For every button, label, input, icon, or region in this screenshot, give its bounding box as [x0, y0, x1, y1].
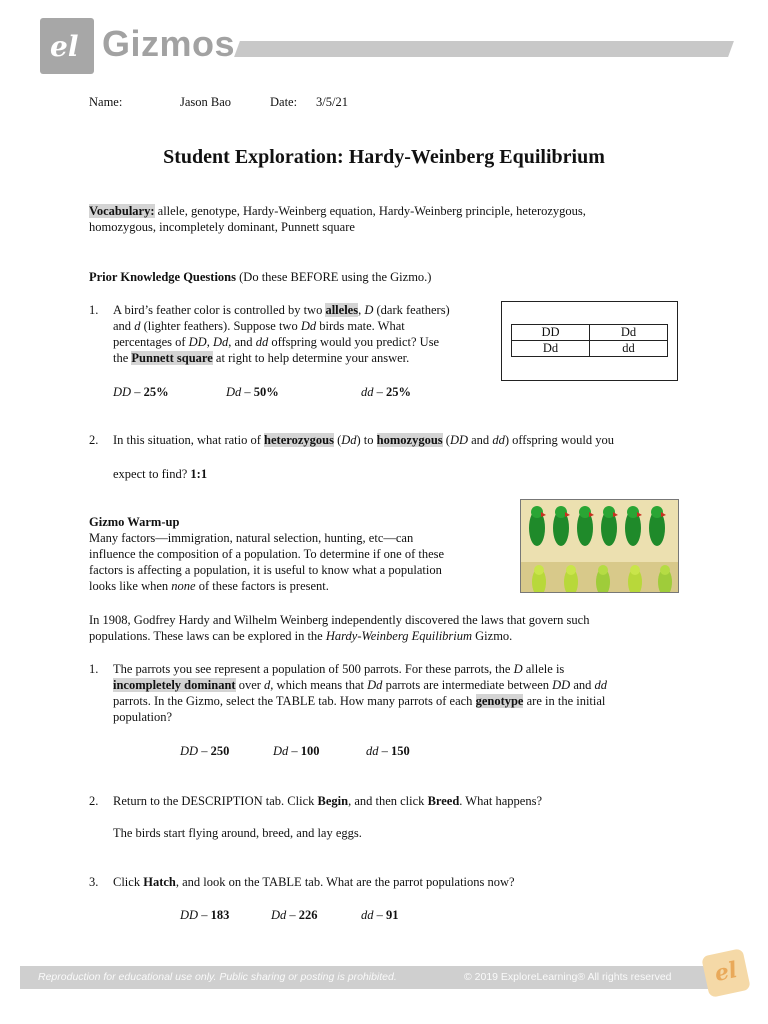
date-value: 3/5/21 [316, 95, 348, 109]
q2-number: 2. [89, 433, 99, 447]
name-label: Name: [89, 95, 123, 109]
q1-number: 1. [89, 303, 99, 317]
gizmo-q1-answer-dd-upper: DD – 250 [180, 744, 230, 758]
gizmos-logo [40, 18, 94, 74]
gizmo-q1-text: The parrots you see represent a population of 500 parrots. For these parrots, the D allele is incompletely dominant over d, which means that Dd parrots are intermediate between DD and dd parrots. In the Gizmo, select the TABLE tab. How many parrots of each genotype are in the initial population? [113, 662, 608, 724]
gizmo-q1-answer-dd-lower: dd – 150 [366, 744, 410, 758]
footer-copyright: © 2019 ExploreLearning® All rights reserved [464, 971, 672, 983]
footer-notice: Reproduction for educational use only. Public sharing or posting is prohibited. [38, 971, 397, 983]
q2-text: In this situation, what ratio of heterozygous (Dd) to homozygous (DD and dd) offspring would you [113, 433, 614, 447]
gizmo-q3-number: 3. [89, 875, 99, 889]
gizmo-q3-answer-dd-upper: DD – 183 [180, 908, 230, 922]
el-logo-icon [48, 28, 86, 64]
punnett-square [511, 324, 668, 357]
q1-answer-dd-upper: DD – 25% [113, 385, 169, 399]
q1-answer-dd-mixed: Dd – 50% [226, 385, 279, 399]
gizmo-q1-answer-dd-mixed: Dd – 100 [273, 744, 320, 758]
name-value: Jason Bao [180, 95, 232, 109]
brand-title: Gizmos [102, 23, 236, 64]
punnett-cell: dd [590, 341, 668, 357]
punnett-cell: Dd [590, 325, 668, 341]
gizmo-q3-answer-dd-mixed: Dd – 226 [271, 908, 318, 922]
history-paragraph: In 1908, Godfrey Hardy and Wilhelm Weinberg independently discovered the laws that govern such populations. These laws can be explored in the Hardy-Weinberg Equilibrium Gizmo. [89, 613, 590, 643]
q1-text: A bird’s feather color is controlled by two alleles, D (dark feathers) and d (lighter feathers). Suppose two Dd birds mate. What percentages of DD, Dd, and dd offspring would you predict? Use the Punnett square at right to help determine your answer. [113, 303, 450, 365]
gizmo-q3-text: Click Hatch, and look on the TABLE tab. What are the parrot populations now? [113, 875, 515, 889]
punnett-cell: DD [512, 325, 590, 341]
gizmo-q1-number: 1. [89, 662, 99, 676]
gizmo-q2-number: 2. [89, 794, 99, 808]
q1-answer-dd-lower: dd – 25% [361, 385, 411, 399]
q2-answer: expect to find? 1:1 [113, 467, 208, 481]
gizmo-q2-text: Return to the DESCRIPTION tab. Click Begin, and then click Breed. What happens? [113, 794, 543, 808]
vocabulary: Vocabulary: allele, genotype, Hardy-Weinberg equation, Hardy-Weinberg principle, heterozygous, homozygous, incompletely dominant, Punnett square [89, 204, 586, 234]
header-bar [234, 41, 734, 57]
page-title: Student Exploration: Hardy-Weinberg Equilibrium [163, 146, 605, 168]
footer-logo-icon: el [701, 948, 751, 998]
punnett-cell: Dd [512, 341, 590, 357]
prior-knowledge-heading: Prior Knowledge Questions (Do these BEFORE using the Gizmo.) [89, 270, 432, 284]
punnett-square-frame [501, 301, 678, 381]
gizmo-q3-answer-dd-lower: dd – 91 [361, 908, 399, 922]
svg-text:el: el [50, 30, 79, 63]
parrot-population-image [520, 499, 679, 593]
warmup-section: Gizmo Warm-up Many factors—immigration, natural selection, hunting, etc—can influence the composition of a population. To determine if one of these factors is affecting a population, it is useful to know what a population looks like when none of these factors is present. [89, 515, 445, 593]
date-label: Date: [270, 95, 298, 109]
gizmo-q2-answer: The birds start flying around, breed, and lay eggs. [113, 826, 362, 840]
